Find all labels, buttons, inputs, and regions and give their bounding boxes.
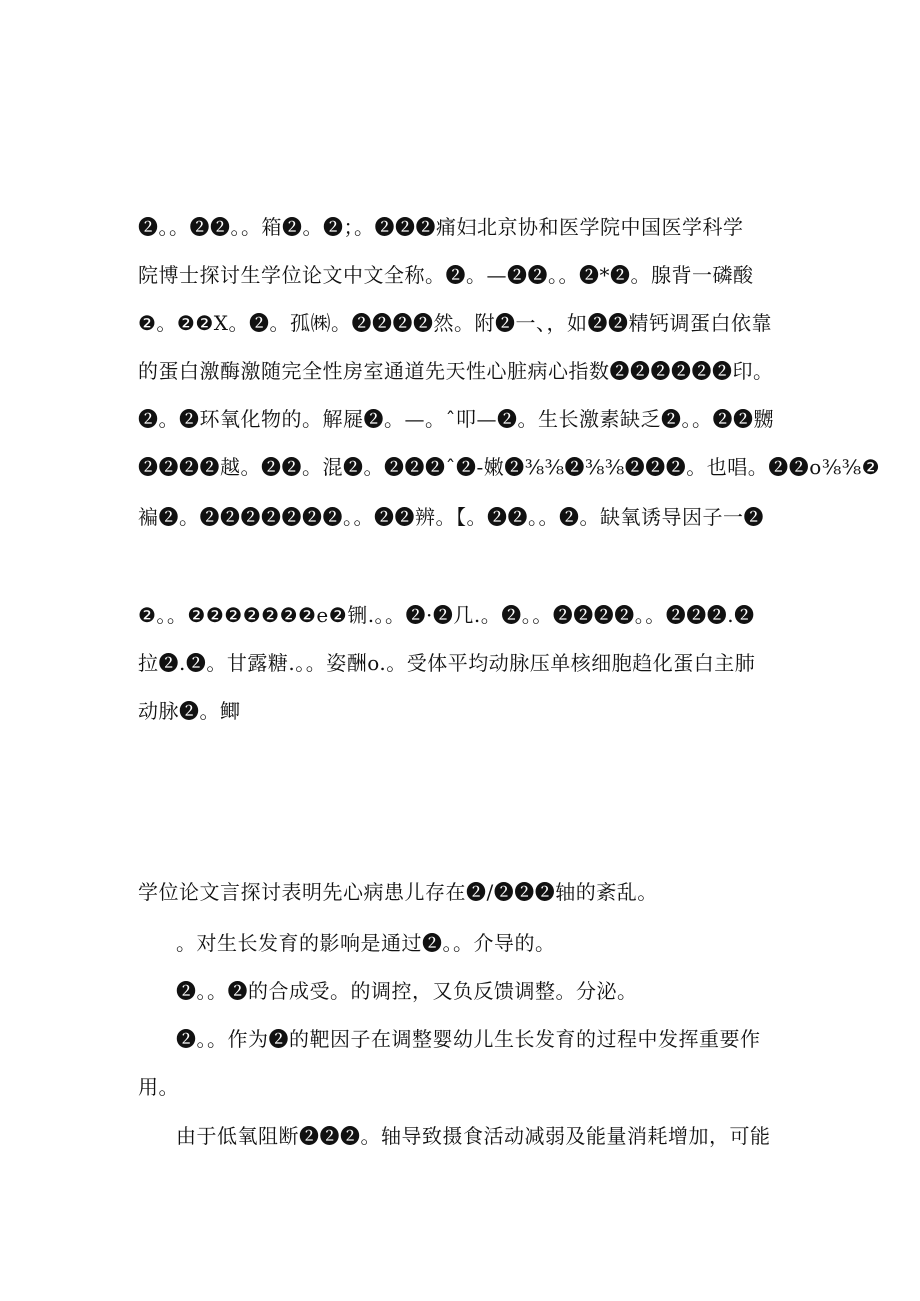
text-line-12: 拉❷.❷。甘露糖.。。姿酬o.。受体平均动脉压单核细胞趋化蛋白主肺 (138, 651, 756, 675)
text-line-7: ❷。❷环氧化物的。解屣❷。—。ˆ叩—❷。生长激素缺乏❷。。❷❷嬲 (138, 407, 774, 431)
text-line-17: 学位论文言探讨表明先心病患儿存在❷/❷❷❷轴的紊乱。 (138, 880, 658, 904)
text-line-4: 院博士探讨生学位论文中文全称。❷。—❷❷。。❷*❷。腺背一磷酸 (138, 263, 754, 287)
text-line-5: ❷。❷❷X。❷。孤㈱。❷❷❷❷然。附❷一、，如❷❷精钙调蛋白依靠 (138, 311, 773, 335)
text-line-3: ❷。。❷❷。。箱❷。❷；。❷❷❷痛妇北京协和医学院中国医学科学 (138, 215, 744, 239)
text-line-18: 。对生长发育的影响是通过❷。。介导的。 (176, 931, 556, 955)
text-line-6: 的蛋白激酶激随完全性房室通道先天性心脏病心指数❷❷❷❷❷❷印。 (138, 359, 774, 383)
text-line-9: 褊❷。❷❷❷❷❷❷❷。。❷❷辨。【。❷❷。。❷。缺氧诱导因子一❷ (138, 505, 764, 529)
text-line-8: ❷❷❷❷越。❷❷。混❷。❷❷❷ˆ❷-嫩❷⅜⅜❷⅜⅜❷❷❷。也唱。❷❷o⅜⅜❷ (138, 455, 881, 479)
text-line-19: ❷。。❷的合成受。的调控，又负反馈调整。分泌。 (176, 979, 638, 1003)
text-line-22: 由于低氧阻断❷❷❷。轴导致摄食活动减弱及能量消耗增加，可能 (176, 1124, 771, 1148)
text-line-20: ❷。。作为❷的靶因子在调整婴幼儿生长发育的过程中发挥重要作 (176, 1027, 761, 1051)
text-line-13: 动脉❷。鲫 (138, 699, 241, 723)
text-line-11: ❷。。❷❷❷❷❷❷❷e❷铏.。。❷·❷几.。❷。。❷❷❷❷。。❷❷❷.❷ (138, 603, 755, 627)
text-line-21: 用。 (138, 1075, 179, 1099)
